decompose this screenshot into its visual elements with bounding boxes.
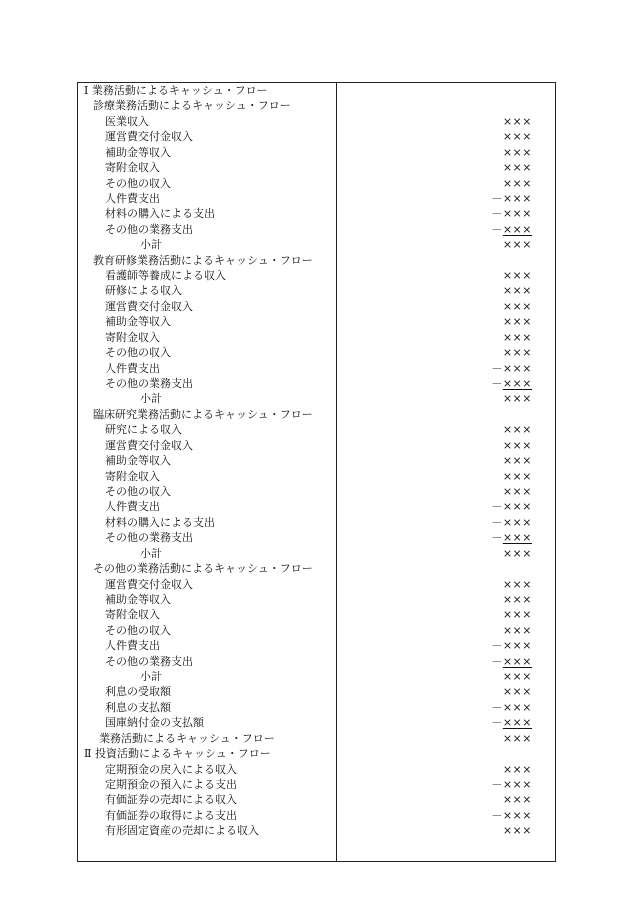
row-label: 有価証券の売却による収入	[105, 793, 237, 807]
row-value: ×××	[502, 546, 532, 560]
table-row	[78, 98, 556, 113]
row-value: ×××	[502, 484, 532, 498]
row-label: 国庫納付金の支払額	[105, 716, 204, 730]
table-row	[78, 823, 556, 838]
row-value: －×××	[491, 639, 532, 653]
row-value: ×××	[502, 670, 532, 684]
row-label: 補助金等収入	[105, 315, 171, 329]
row-value: ×××	[502, 145, 532, 159]
table-row	[78, 700, 556, 715]
row-label: 運営費交付金収入	[105, 130, 193, 144]
table-row	[78, 237, 556, 252]
row-label: 寄附金収入	[105, 161, 160, 175]
table-row	[78, 376, 556, 391]
row-label: 補助金等収入	[105, 592, 171, 606]
table-row	[78, 191, 556, 206]
row-value: ×××	[502, 793, 532, 807]
table-row	[78, 145, 556, 160]
row-label: その他の業務支出	[105, 654, 193, 668]
table-row	[78, 253, 556, 268]
row-value: ×××	[502, 824, 532, 838]
table-row	[78, 808, 556, 823]
table-row	[78, 762, 556, 777]
table-row	[78, 114, 556, 129]
row-value: ×××	[502, 176, 532, 190]
row-label: 研究による収入	[105, 423, 182, 437]
row-label: その他の収入	[105, 176, 171, 190]
table-row	[78, 129, 556, 144]
table-row	[78, 638, 556, 653]
table-row	[78, 607, 556, 622]
row-value: ×××	[502, 114, 532, 128]
row-value: －×××	[491, 207, 532, 221]
table-row	[78, 160, 556, 175]
table-row	[78, 669, 556, 684]
row-value: ×××	[502, 330, 532, 344]
table-row	[78, 391, 556, 406]
table-row	[78, 623, 556, 638]
row-label: 小計	[140, 392, 162, 406]
row-value: －×××	[491, 654, 532, 668]
row-label: 運営費交付金収入	[105, 577, 193, 591]
row-label: その他の業務支出	[105, 222, 193, 236]
row-label: 利息の受取額	[105, 685, 171, 699]
row-value: －×××	[491, 191, 532, 205]
row-label: 診療業務活動によるキャッシュ・フロー	[93, 99, 291, 113]
row-value: ×××	[502, 623, 532, 637]
table-row	[78, 330, 556, 345]
row-label: 人件費支出	[105, 500, 160, 514]
row-label: 補助金等収入	[105, 145, 171, 159]
row-value: ×××	[502, 392, 532, 406]
row-label: 寄附金収入	[105, 330, 160, 344]
table-row	[78, 731, 556, 746]
table-row	[78, 530, 556, 545]
table-row	[78, 222, 556, 237]
row-value: －×××	[491, 377, 532, 391]
row-label: 補助金等収入	[105, 454, 171, 468]
table-row	[78, 206, 556, 221]
row-label: その他の業務支出	[105, 377, 193, 391]
row-value: －×××	[491, 777, 532, 791]
table-row	[78, 422, 556, 437]
row-value: －×××	[491, 700, 532, 714]
table-row	[78, 83, 556, 98]
row-label: 医業収入	[105, 114, 149, 128]
row-value: －×××	[491, 361, 532, 375]
row-label: Ⅱ 投資活動によるキャッシュ・フロー	[84, 747, 271, 761]
row-label: 人件費支出	[105, 639, 160, 653]
table-row	[78, 407, 556, 422]
table-row	[78, 577, 556, 592]
row-label: 定期預金の預入による支出	[105, 777, 237, 791]
row-value: ×××	[502, 469, 532, 483]
row-label: 臨床研究業務活動によるキャッシュ・フロー	[93, 407, 313, 421]
cash-flow-rows	[78, 83, 556, 839]
table-row	[78, 777, 556, 792]
row-label: 研修による収入	[105, 284, 182, 298]
row-value: ×××	[502, 438, 532, 452]
row-label: 運営費交付金収入	[105, 438, 193, 452]
row-label: 人件費支出	[105, 191, 160, 205]
row-label: 看護師等養成による収入	[105, 269, 226, 283]
row-value: ×××	[502, 685, 532, 699]
row-value: ×××	[502, 592, 532, 606]
row-label: その他の業務支出	[105, 531, 193, 545]
table-row	[78, 283, 556, 298]
row-label: その他の収入	[105, 623, 171, 637]
row-value: ×××	[502, 130, 532, 144]
table-row	[78, 792, 556, 807]
table-row	[78, 484, 556, 499]
row-value: －×××	[491, 515, 532, 529]
row-value: ×××	[502, 423, 532, 437]
table-row	[78, 746, 556, 761]
row-value: ×××	[502, 238, 532, 252]
table-row	[78, 715, 556, 730]
row-label: Ⅰ 業務活動によるキャッシュ・フロー	[84, 84, 268, 97]
row-label: 小計	[140, 670, 162, 684]
row-value: ×××	[502, 284, 532, 298]
table-row	[78, 453, 556, 468]
table-row	[78, 654, 556, 669]
row-label: 定期預金の戻入による収入	[105, 762, 237, 776]
table-row	[78, 345, 556, 360]
row-label: 有価証券の取得による支出	[105, 808, 237, 822]
row-value: ×××	[502, 299, 532, 313]
table-row	[78, 268, 556, 283]
row-label: その他の収入	[105, 346, 171, 360]
table-row	[78, 546, 556, 561]
row-label: 運営費交付金収入	[105, 299, 193, 313]
row-label: 寄附金収入	[105, 608, 160, 622]
row-label: 人件費支出	[105, 361, 160, 375]
row-value: ×××	[502, 577, 532, 591]
table-row	[78, 515, 556, 530]
table-row	[78, 561, 556, 576]
row-value: ×××	[502, 269, 532, 283]
row-value: ×××	[502, 608, 532, 622]
row-label: 小計	[140, 238, 162, 252]
row-value: ×××	[502, 762, 532, 776]
row-label: 教育研修業務活動によるキャッシュ・フロー	[93, 253, 313, 267]
row-value: ×××	[502, 731, 532, 745]
table-row	[78, 176, 556, 191]
row-label: 材料の購入による支出	[105, 515, 215, 529]
row-label: 寄附金収入	[105, 469, 160, 483]
row-label: 小計	[140, 546, 162, 560]
table-row	[78, 299, 556, 314]
table-row	[78, 499, 556, 514]
row-value: ×××	[502, 454, 532, 468]
row-value: ×××	[502, 315, 532, 329]
row-value: ×××	[502, 346, 532, 360]
table-row	[78, 684, 556, 699]
row-value: ×××	[502, 161, 532, 175]
table-row	[78, 314, 556, 329]
table-row	[78, 361, 556, 376]
table-row	[78, 592, 556, 607]
row-value: －×××	[491, 531, 532, 545]
row-value: －×××	[491, 808, 532, 822]
row-value: －×××	[491, 222, 532, 236]
table-row	[78, 438, 556, 453]
row-label: その他の収入	[105, 484, 171, 498]
row-value: －×××	[491, 716, 532, 730]
row-label: 材料の購入による支出	[105, 207, 215, 221]
row-label: 業務活動によるキャッシュ・フロー	[99, 731, 275, 745]
table-row	[78, 469, 556, 484]
row-label: その他の業務活動によるキャッシュ・フロー	[93, 562, 313, 576]
row-label: 有形固定資産の売却による収入	[105, 824, 259, 838]
row-value: －×××	[491, 500, 532, 514]
row-label: 利息の支払額	[105, 700, 171, 714]
